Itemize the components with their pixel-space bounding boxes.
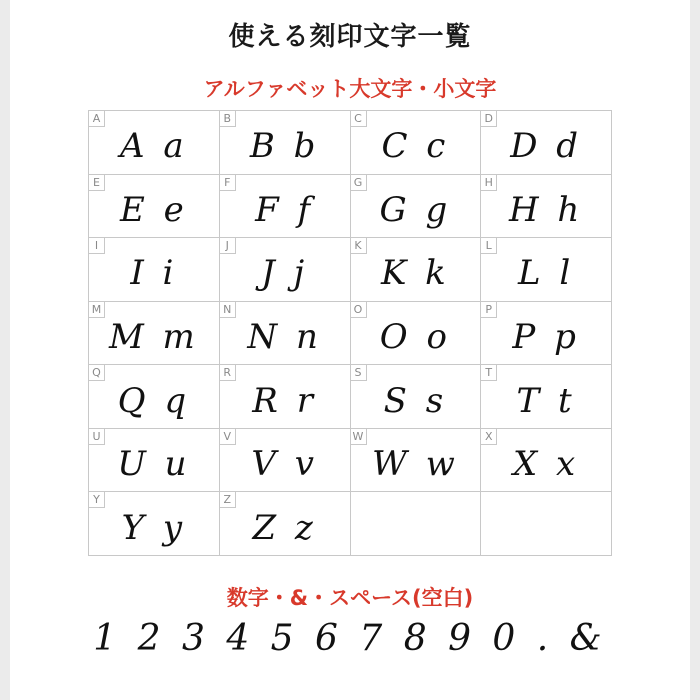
letter-tag: L — [481, 238, 497, 254]
section-heading-letters: アルファベット大文字・小文字 — [203, 77, 497, 101]
letter-cell-s — [351, 365, 482, 429]
script-glyph: N n — [247, 316, 322, 357]
script-glyph: W w — [371, 444, 459, 485]
letter-cell-v — [220, 429, 351, 493]
script-glyph: B b — [249, 126, 320, 167]
script-glyph: S s — [383, 380, 448, 421]
letter-tag: G — [351, 175, 367, 191]
script-glyph: E e — [120, 189, 188, 230]
script-glyph: C c — [381, 126, 450, 167]
letter-cell-r — [220, 365, 351, 429]
script-glyph: X x — [513, 444, 580, 485]
letter-cell-j — [220, 238, 351, 302]
script-glyph: L l — [517, 253, 575, 294]
letter-cell-u — [89, 429, 220, 493]
letter-tag: E — [89, 175, 105, 191]
script-glyph: Y y — [121, 507, 187, 548]
letter-cell-w — [351, 429, 482, 493]
script-glyph: T t — [516, 380, 576, 421]
letter-tag: T — [481, 365, 497, 381]
letter-cell-e — [89, 175, 220, 239]
letter-cell-n — [220, 302, 351, 366]
letter-tag: W — [351, 429, 367, 445]
letter-tag: B — [220, 111, 236, 127]
letter-cell-o — [351, 302, 482, 366]
letter-cell-y — [89, 492, 220, 556]
letter-cell-x — [481, 429, 612, 493]
letter-cell-z — [220, 492, 351, 556]
letter-cell-a — [89, 111, 220, 175]
letter-tag: J — [220, 238, 236, 254]
letter-grid — [88, 110, 612, 556]
letter-cell-l — [481, 238, 612, 302]
script-glyph: A a — [120, 126, 188, 167]
letter-tag: O — [351, 302, 367, 318]
script-glyph: M m — [108, 316, 199, 357]
script-glyph: R r — [252, 380, 317, 421]
script-glyph: H h — [508, 189, 584, 230]
letter-cell-f — [220, 175, 351, 239]
letter-tag: I — [89, 238, 105, 254]
letter-tag: U — [89, 429, 105, 445]
letter-cell-i — [89, 238, 220, 302]
script-glyph: Q q — [117, 380, 191, 421]
letter-tag: V — [220, 429, 236, 445]
letter-cell-g — [351, 175, 482, 239]
letter-tag: P — [481, 302, 497, 318]
script-glyph: V v — [251, 444, 318, 485]
script-glyph: J j — [261, 253, 309, 294]
letter-cell-d — [481, 111, 612, 175]
letter-tag: Z — [220, 492, 236, 508]
empty-cell — [481, 492, 612, 556]
letter-cell-q — [89, 365, 220, 429]
script-glyph: P p — [512, 316, 580, 357]
script-glyph: K k — [380, 253, 450, 294]
letter-tag: H — [481, 175, 497, 191]
letter-cell-t — [481, 365, 612, 429]
script-glyph: D d — [510, 126, 583, 167]
empty-cell — [351, 492, 482, 556]
letter-tag: Q — [89, 365, 105, 381]
letter-tag: R — [220, 365, 236, 381]
letter-tag: S — [351, 365, 367, 381]
script-glyph: U u — [117, 444, 191, 485]
letter-cell-k — [351, 238, 482, 302]
letter-tag: F — [220, 175, 236, 191]
letter-cell-p — [481, 302, 612, 366]
letter-cell-m — [89, 302, 220, 366]
letter-tag: Y — [89, 492, 105, 508]
letter-tag: A — [89, 111, 105, 127]
script-glyph: I i — [130, 253, 178, 294]
letter-cell-c — [351, 111, 482, 175]
numbers-sample: 1 2 3 4 5 6 7 8 9 0 . & — [93, 618, 607, 659]
script-glyph: Z z — [252, 507, 317, 548]
page-title: 使える刻印文字一覧 — [228, 22, 472, 52]
letter-cell-b — [220, 111, 351, 175]
letter-tag: M — [89, 302, 105, 318]
script-glyph: G g — [379, 189, 452, 230]
letter-tag: N — [220, 302, 236, 318]
letter-tag: X — [481, 429, 497, 445]
script-glyph: F f — [255, 189, 315, 230]
letter-tag: C — [351, 111, 367, 127]
section-heading-numbers: 数字・&・スペース(空白) — [226, 586, 474, 610]
letter-tag: K — [351, 238, 367, 254]
letter-cell-h — [481, 175, 612, 239]
script-glyph: O o — [379, 316, 451, 357]
letter-tag: D — [481, 111, 497, 127]
